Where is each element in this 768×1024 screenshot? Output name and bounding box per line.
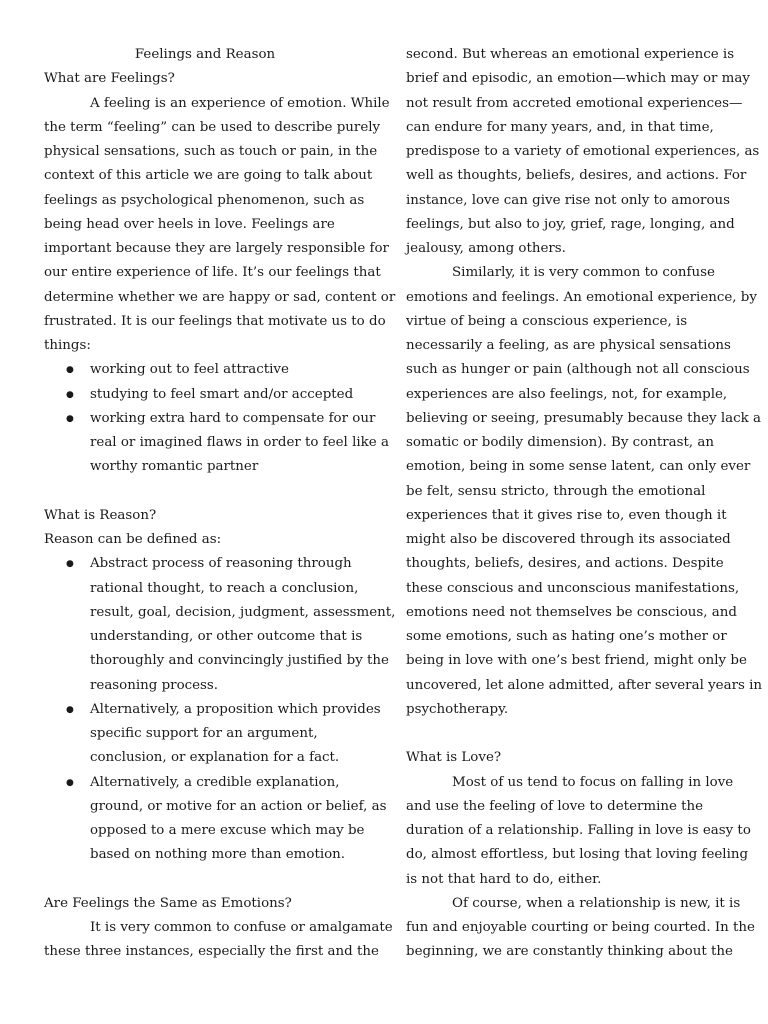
text-line: It is very common to confuse or amalgamate: [90, 920, 393, 935]
heading-emotions: Are Feelings the Same as Emotions?: [44, 895, 292, 911]
text-line: can endure for many years, and, in that time,: [406, 119, 714, 135]
text-line: such as hunger or pain (although not all conscious: [406, 362, 750, 378]
text-line: experiences that it gives rise to, even though it: [406, 507, 727, 523]
reason-bullet-list: [44, 552, 396, 867]
text-line: specific support for an argument,: [90, 726, 318, 741]
text-line: our entire experience of life. It’s our feelings that: [44, 265, 381, 281]
text-line: rational thought, to reach a conclusion,: [90, 580, 359, 596]
text-line: ● Abstract process of reasoning through: [90, 556, 352, 572]
text-line: beginning, we are constantly thinking about the: [406, 944, 733, 960]
text-line: emotions and feelings. An emotional experience, by: [406, 289, 757, 305]
text-line: instance, love can give rise not only to amorous: [406, 192, 731, 208]
left-column: [44, 43, 396, 965]
text-line: duration of a relationship. Falling in love is easy to: [406, 823, 751, 838]
text-line: experiences are also feelings, not, for example,: [406, 386, 728, 402]
text-line: do, almost effortless, but losing that loving feeling: [406, 847, 749, 863]
text-line: ● Alternatively, a credible explanation,: [90, 774, 340, 790]
spacer: [44, 480, 366, 504]
text-line: brief and episodic, an emotion—which may or may: [406, 71, 750, 87]
text-line: understanding, or other outcome that is: [90, 629, 363, 644]
text-line: worthy romantic partner: [90, 459, 259, 475]
text-line: opposed to a mere excuse which may be: [90, 823, 365, 838]
text-line: and use the feeling of love to determine the: [406, 798, 704, 814]
paragraph-emotions-2: [406, 261, 763, 722]
text-line: second. But whereas an emotional experience is: [406, 47, 735, 62]
text-line: fun and enjoyable courting or being courted. In the: [406, 920, 755, 935]
text-line: ground, or motive for an action or belief, as: [90, 798, 387, 814]
text-line: determine whether we are happy or sad, content or: [44, 289, 396, 305]
text-line: ● Alternatively, a proposition which provides: [90, 701, 381, 717]
text-line: well as thoughts, beliefs, desires, and actions. For: [406, 168, 747, 184]
text-line: being in love with one’s best friend, might only be: [406, 653, 747, 669]
list-item: [44, 383, 366, 407]
text-line: ● working extra hard to compensate for our: [90, 410, 376, 426]
right-column: [406, 43, 763, 965]
text-line: context of this article we are going to talk about: [44, 168, 373, 184]
list-item: [44, 771, 387, 868]
text-line: result, goal, decision, judgment, assessment,: [90, 604, 396, 620]
text-line: physical sensations, such as touch or pain, in the: [44, 144, 378, 159]
feelings-bullet-list: [44, 358, 389, 479]
text-line: somatic or bodily dimension). By contrast, an: [406, 435, 715, 450]
list-item: [44, 358, 366, 382]
reason-intro: Reason can be defined as:: [44, 532, 222, 547]
paragraph-love-2: [406, 892, 755, 965]
text-line: based on nothing more than emotion.: [90, 847, 346, 863]
spacer: [44, 868, 366, 892]
spacer: [406, 722, 728, 746]
text-line: uncovered, let alone admitted, after several years in: [406, 677, 763, 693]
text-line: feelings, but also to joy, grief, rage, longing, and: [406, 216, 735, 232]
text-line: the term “feeling” can be used to describe purely: [44, 119, 381, 135]
text-line: be felt, sensu stricto, through the emotional: [406, 483, 706, 499]
text-line: reasoning process.: [90, 677, 219, 693]
text-line: psychotherapy.: [406, 701, 509, 717]
text-line: being head over heels in love. Feelings are: [44, 216, 335, 232]
text-line: Most of us tend to focus on falling in love: [452, 774, 734, 790]
paragraph-love-1: [406, 771, 751, 892]
text-line: frustrated. It is our feelings that motivate us to do: [44, 313, 386, 329]
text-line: jealousy, among others.: [406, 241, 566, 256]
text-line: thoughts, beliefs, desires, and actions. Despite: [406, 556, 724, 572]
text-line: believing or seeing, presumably because they lack a: [406, 410, 761, 426]
text-line: ● studying to feel smart and/or accepted: [90, 386, 354, 402]
text-line: important because they are largely responsible for: [44, 241, 389, 256]
paragraph-emotions-part1: [44, 916, 393, 965]
text-line: not result from accreted emotional experiences—: [406, 95, 743, 111]
list-item: [44, 698, 381, 771]
text-line: emotion, being in some sense latent, can only ever: [406, 459, 751, 475]
heading-feelings: What are Feelings?: [44, 71, 175, 87]
text-line: ● working out to feel attractive: [90, 362, 289, 378]
text-line: these three instances, especially the first and the: [44, 944, 379, 960]
text-line: some emotions, such as hating one’s mother or: [406, 629, 727, 644]
paragraph-feelings: [44, 92, 396, 359]
text-line: these conscious and unconscious manifestations,: [406, 580, 740, 596]
text-line: real or imagined flaws in order to feel like a: [90, 435, 389, 450]
heading-love: What is Love?: [406, 750, 502, 766]
text-line: emotions need not themselves be conscious, and: [406, 604, 737, 620]
text-line: feelings as psychological phenomenon, such as: [44, 192, 365, 208]
text-line: A feeling is an experience of emotion. While: [90, 95, 390, 111]
list-item: [44, 407, 389, 480]
text-line: necessarily a feeling, as are physical sensations: [406, 338, 731, 353]
text-line: things:: [44, 338, 91, 353]
text-line: Of course, when a relationship is new, it is: [452, 895, 741, 911]
text-line: virtue of being a conscious experience, is: [406, 313, 688, 329]
text-line: predispose to a variety of emotional experiences, as: [406, 144, 760, 159]
text-line: might also be discovered through its associated: [406, 532, 731, 547]
paragraph-emotions-continued: [406, 43, 760, 261]
text-line: is not that hard to do, either.: [406, 871, 602, 887]
text-line: conclusion, or explanation for a fact.: [90, 750, 340, 766]
heading-reason: What is Reason?: [44, 507, 157, 523]
text-line: thoroughly and convincingly justified by the: [90, 653, 389, 669]
document-title: Feelings and Reason: [134, 47, 276, 62]
list-item: [44, 552, 396, 698]
text-line: Similarly, it is very common to confuse: [452, 265, 715, 281]
